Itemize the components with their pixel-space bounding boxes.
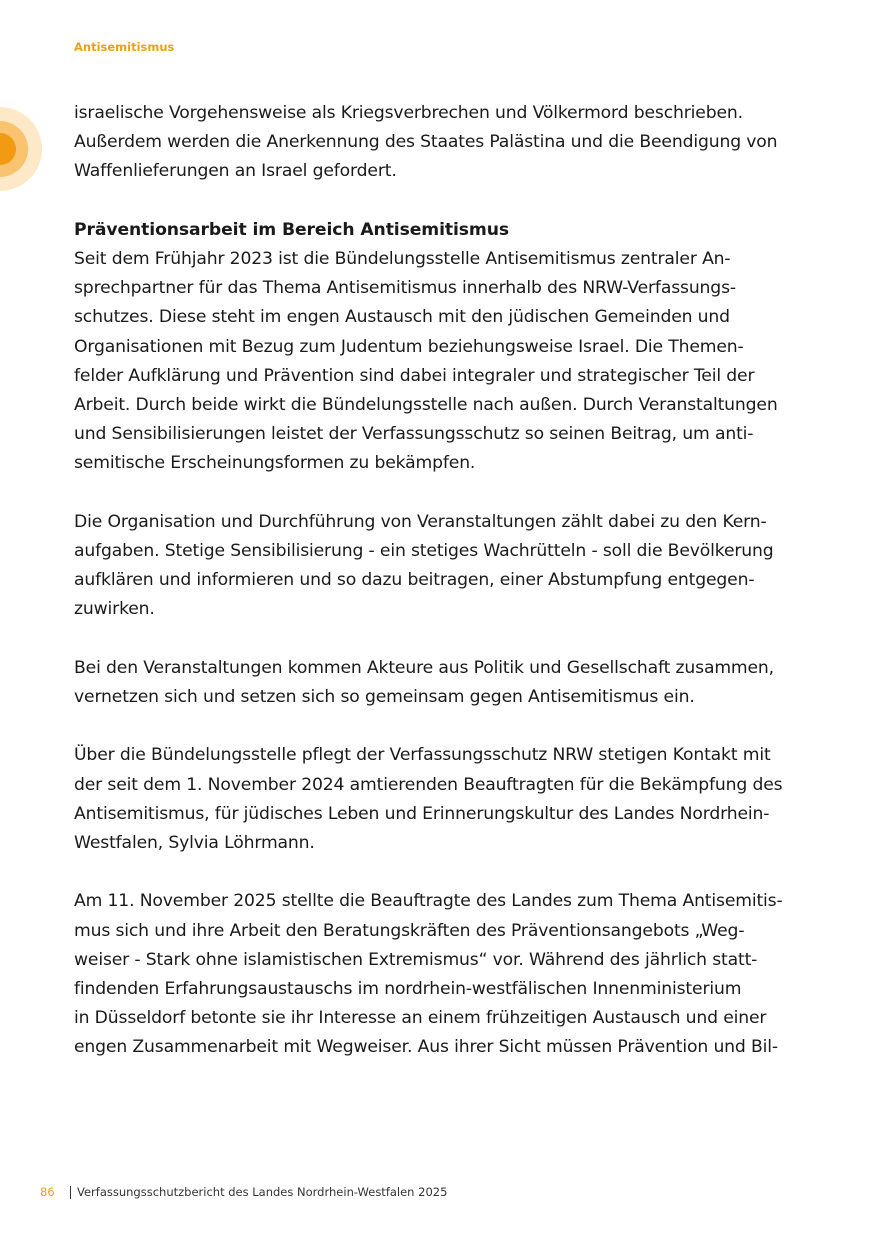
paragraph-wegweiser: Am 11. November 2025 stellte die Beauftragte des Landes zum Thema Antisemitis- mus sich und ihre Arbeit den Beratungskräften des Präventionsangebots „Weg- weiser - Stark ohne islamistischen Extremismus“ vor. Während des jährlich statt- findenden Erfahrungsaustauschs im nordrhein-westfälischen Innenministerium in Düsseldorf betonte sie ihr Interesse an einem frühzeitigen Austausch und einer engen Zusammenarbeit mit Wegweiser. Aus ihrer Sicht müssen Prävention und Bil- [74, 891, 783, 1058]
page-footer [40, 1185, 447, 1199]
body-text [74, 99, 802, 1063]
paragraph-bundling-office: Seit dem Frühjahr 2023 ist die Bündelungsstelle Antisemitismus zentraler An- sprechpartner für das Thema Antisemitismus innerhalb des NRW-Verfassungs- schutzes. Diese steht im engen Austausch mit den jüdischen Gemeinden und Organisationen mit Bezug zum Judentum beziehungsweise Israel. Die Themen- felder Aufklärung und Prävention sind dabei integraler und strategischer Teil der Arbeit. Durch beide wirkt die Bündelungsstelle nach außen. Durch Veranstaltungen und Sensibilisierungen leistet der Verfassungsschutz so seinen Beitrag, um anti- semitische Erscheinungsformen zu bekämpfen. [74, 249, 778, 474]
paragraph-continuation: israelische Vorgehensweise als Kriegsverbrechen und Völkermord beschrieben. Außerdem werden die Anerkennung des Staates Palästina und die Beendigung von Waffenlieferungen an Israel gefordert. [74, 103, 778, 182]
running-header: Antisemitismus [74, 40, 175, 54]
footer-divider [70, 1186, 71, 1199]
section-heading: Präventionsarbeit im Bereich Antisemitismus [74, 219, 509, 240]
paragraph-events: Die Organisation und Durchführung von Veranstaltungen zählt dabei zu den Kern- aufgaben. Stetige Sensibilisierung - ein stetiges Wachrütteln - soll die Bevölkerung aufklären und informieren und so dazu beitragen, einer Abstumpfung entgegen- zuwirken. [74, 511, 774, 620]
paragraph-actors: Bei den Veranstaltungen kommen Akteure aus Politik und Gesellschaft zusammen, vernetzen sich und setzen sich so gemeinsam gegen Antisemitismus ein. [74, 657, 774, 708]
paragraph-commissioner: Über die Bündelungsstelle pflegt der Verfassungsschutz NRW stetigen Kontakt mit der seit dem 1. November 2024 amtierenden Beauftragten für die Bekämpfung des Antisemitismus, für jüdisches Leben und Erinnerungskultur des Landes Nordrhein- Westfalen, Sylvia Löhrmann. [74, 745, 783, 854]
publication-title: Verfassungsschutzbericht des Landes Nordrhein-Westfalen 2025 [77, 1185, 448, 1199]
decorative-circles-icon [0, 107, 42, 191]
page-number: 86 [40, 1185, 55, 1199]
